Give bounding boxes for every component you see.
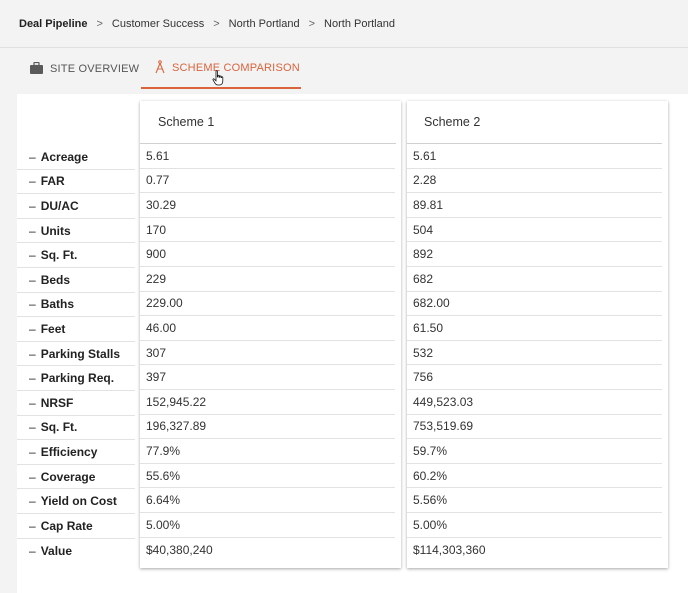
scheme-value-cell: 229.00 xyxy=(140,292,395,317)
scheme-value-cell: 900 xyxy=(140,242,395,267)
scheme-value-cell: 397 xyxy=(140,365,395,390)
scheme-value-cell: 532 xyxy=(407,341,662,366)
row-label[interactable] xyxy=(17,268,135,293)
collapse-dash-icon: – xyxy=(29,469,36,484)
scheme-value-cell: 892 xyxy=(407,242,662,267)
scheme-value-cell: 46.00 xyxy=(140,316,395,341)
collapse-dash-icon: – xyxy=(29,346,36,361)
row-label-text: Cap Rate xyxy=(40,518,93,533)
row-label-text: FAR xyxy=(40,174,65,189)
scheme-value-cell: 0.77 xyxy=(140,169,395,194)
breadcrumb-customer-success[interactable]: Customer Success xyxy=(111,17,205,30)
row-label-text: Baths xyxy=(40,297,75,312)
hand-cursor-icon xyxy=(212,70,224,86)
row-label[interactable] xyxy=(17,170,135,195)
collapse-dash-icon: – xyxy=(29,494,36,509)
scheme-value-cell: 5.00% xyxy=(140,513,395,538)
row-label-text: Coverage xyxy=(40,469,96,484)
row-label[interactable] xyxy=(17,465,135,490)
breadcrumb xyxy=(0,0,688,48)
scheme-value-cell: 61.50 xyxy=(407,316,662,341)
scheme-value-cell: 229 xyxy=(140,267,395,292)
scheme-value-cell: 682 xyxy=(407,267,662,292)
collapse-dash-icon: – xyxy=(29,223,36,238)
briefcase-icon xyxy=(30,62,43,77)
breadcrumb-deal-pipeline[interactable]: Deal Pipeline xyxy=(19,17,88,30)
row-label[interactable] xyxy=(17,489,135,514)
tab-site-overview[interactable] xyxy=(30,49,139,89)
row-label[interactable] xyxy=(17,317,135,342)
scheme-value-cell: 77.9% xyxy=(140,439,395,464)
row-label[interactable] xyxy=(17,194,135,219)
row-label-text: Yield on Cost xyxy=(40,494,117,509)
scheme-value-cell: 756 xyxy=(407,365,662,390)
scheme-value-cell: 682.00 xyxy=(407,292,662,317)
collapse-dash-icon: – xyxy=(29,248,36,263)
scheme-2-card xyxy=(407,101,668,568)
row-label[interactable] xyxy=(17,219,135,244)
scheme-1-header: Scheme 1 xyxy=(140,101,396,144)
scheme-value-cell: 5.61 xyxy=(407,144,662,169)
breadcrumb-separator: > xyxy=(308,17,316,30)
scheme-value-cell: $40,380,240 xyxy=(146,542,213,557)
collapse-dash-icon: – xyxy=(29,371,36,386)
scheme-value-cell: 307 xyxy=(140,341,395,366)
scheme-value-cell: 89.81 xyxy=(407,193,662,218)
collapse-dash-icon: – xyxy=(29,321,36,336)
collapse-dash-icon: – xyxy=(29,395,36,410)
row-label[interactable] xyxy=(17,416,135,441)
tab-bar xyxy=(0,49,688,89)
scheme-value-cell: 170 xyxy=(140,218,395,243)
scheme-value-cell: 196,327.89 xyxy=(140,415,395,440)
row-label-text: Units xyxy=(40,223,71,238)
scheme-value-cell: $114,303,360 xyxy=(413,542,486,557)
row-label-text: Sq. Ft. xyxy=(40,248,78,263)
scheme-value-cell: 2.28 xyxy=(407,169,662,194)
row-label-text: Acreage xyxy=(40,149,89,164)
scheme-value-cell: 55.6% xyxy=(140,464,395,489)
breadcrumb-north-portland[interactable]: North Portland xyxy=(228,17,300,30)
collapse-dash-icon: – xyxy=(29,420,36,435)
scheme-value-cell: 5.56% xyxy=(407,488,662,513)
row-label-text: Parking Req. xyxy=(40,371,115,386)
scheme-value-cell: 753,519.69 xyxy=(407,415,662,440)
row-label-text: Parking Stalls xyxy=(40,346,121,361)
scheme-value-cell: 449,523.03 xyxy=(407,390,662,415)
row-label[interactable] xyxy=(17,293,135,318)
scheme-value-cell: 5.61 xyxy=(140,144,395,169)
breadcrumb-separator: > xyxy=(213,17,220,30)
row-label-text: DU/AC xyxy=(40,198,79,213)
scheme-2-header: Scheme 2 xyxy=(407,101,662,144)
scheme-1-values xyxy=(140,144,401,562)
scheme-2-values xyxy=(407,144,668,562)
row-label[interactable] xyxy=(17,243,135,268)
scheme-value-cell: 504 xyxy=(407,218,662,243)
scheme-value-cell: 152,945.22 xyxy=(140,390,395,415)
row-label[interactable] xyxy=(17,440,135,465)
collapse-dash-icon: – xyxy=(29,543,36,558)
row-label-text: Value xyxy=(40,543,73,558)
row-label-text: Sq. Ft. xyxy=(40,420,78,435)
collapse-dash-icon: – xyxy=(29,444,36,459)
row-label[interactable] xyxy=(17,391,135,416)
row-label[interactable] xyxy=(17,366,135,391)
scheme-value-cell: 59.7% xyxy=(407,439,662,464)
tab-scheme-comparison-label: SCHEME COMPARISON xyxy=(172,62,300,74)
compass-icon xyxy=(155,60,165,77)
row-label-text: Feet xyxy=(40,321,66,336)
row-label-text: NRSF xyxy=(40,395,74,410)
breadcrumb-north-portland-current: North Portland xyxy=(324,17,395,30)
scheme-value-cell: 60.2% xyxy=(407,464,662,489)
row-label[interactable] xyxy=(17,539,135,564)
row-label[interactable] xyxy=(17,145,135,170)
scheme-value-cell: 6.64% xyxy=(140,488,395,513)
breadcrumb-separator: > xyxy=(96,17,103,30)
collapse-dash-icon: – xyxy=(29,198,36,213)
row-labels-column xyxy=(17,145,135,563)
collapse-dash-icon: – xyxy=(29,174,36,189)
row-label-text: Beds xyxy=(40,272,71,287)
scheme-1-card xyxy=(140,101,401,568)
collapse-dash-icon: – xyxy=(29,272,36,287)
collapse-dash-icon: – xyxy=(29,518,36,533)
collapse-dash-icon: – xyxy=(29,297,36,312)
tab-site-overview-label: SITE OVERVIEW xyxy=(50,63,140,75)
collapse-dash-icon: – xyxy=(29,149,36,164)
row-label-text: Efficiency xyxy=(40,444,98,459)
row-label[interactable] xyxy=(17,514,135,539)
row-label[interactable] xyxy=(17,342,135,367)
scheme-value-cell: 5.00% xyxy=(407,513,662,538)
scheme-value-cell: 30.29 xyxy=(140,193,395,218)
